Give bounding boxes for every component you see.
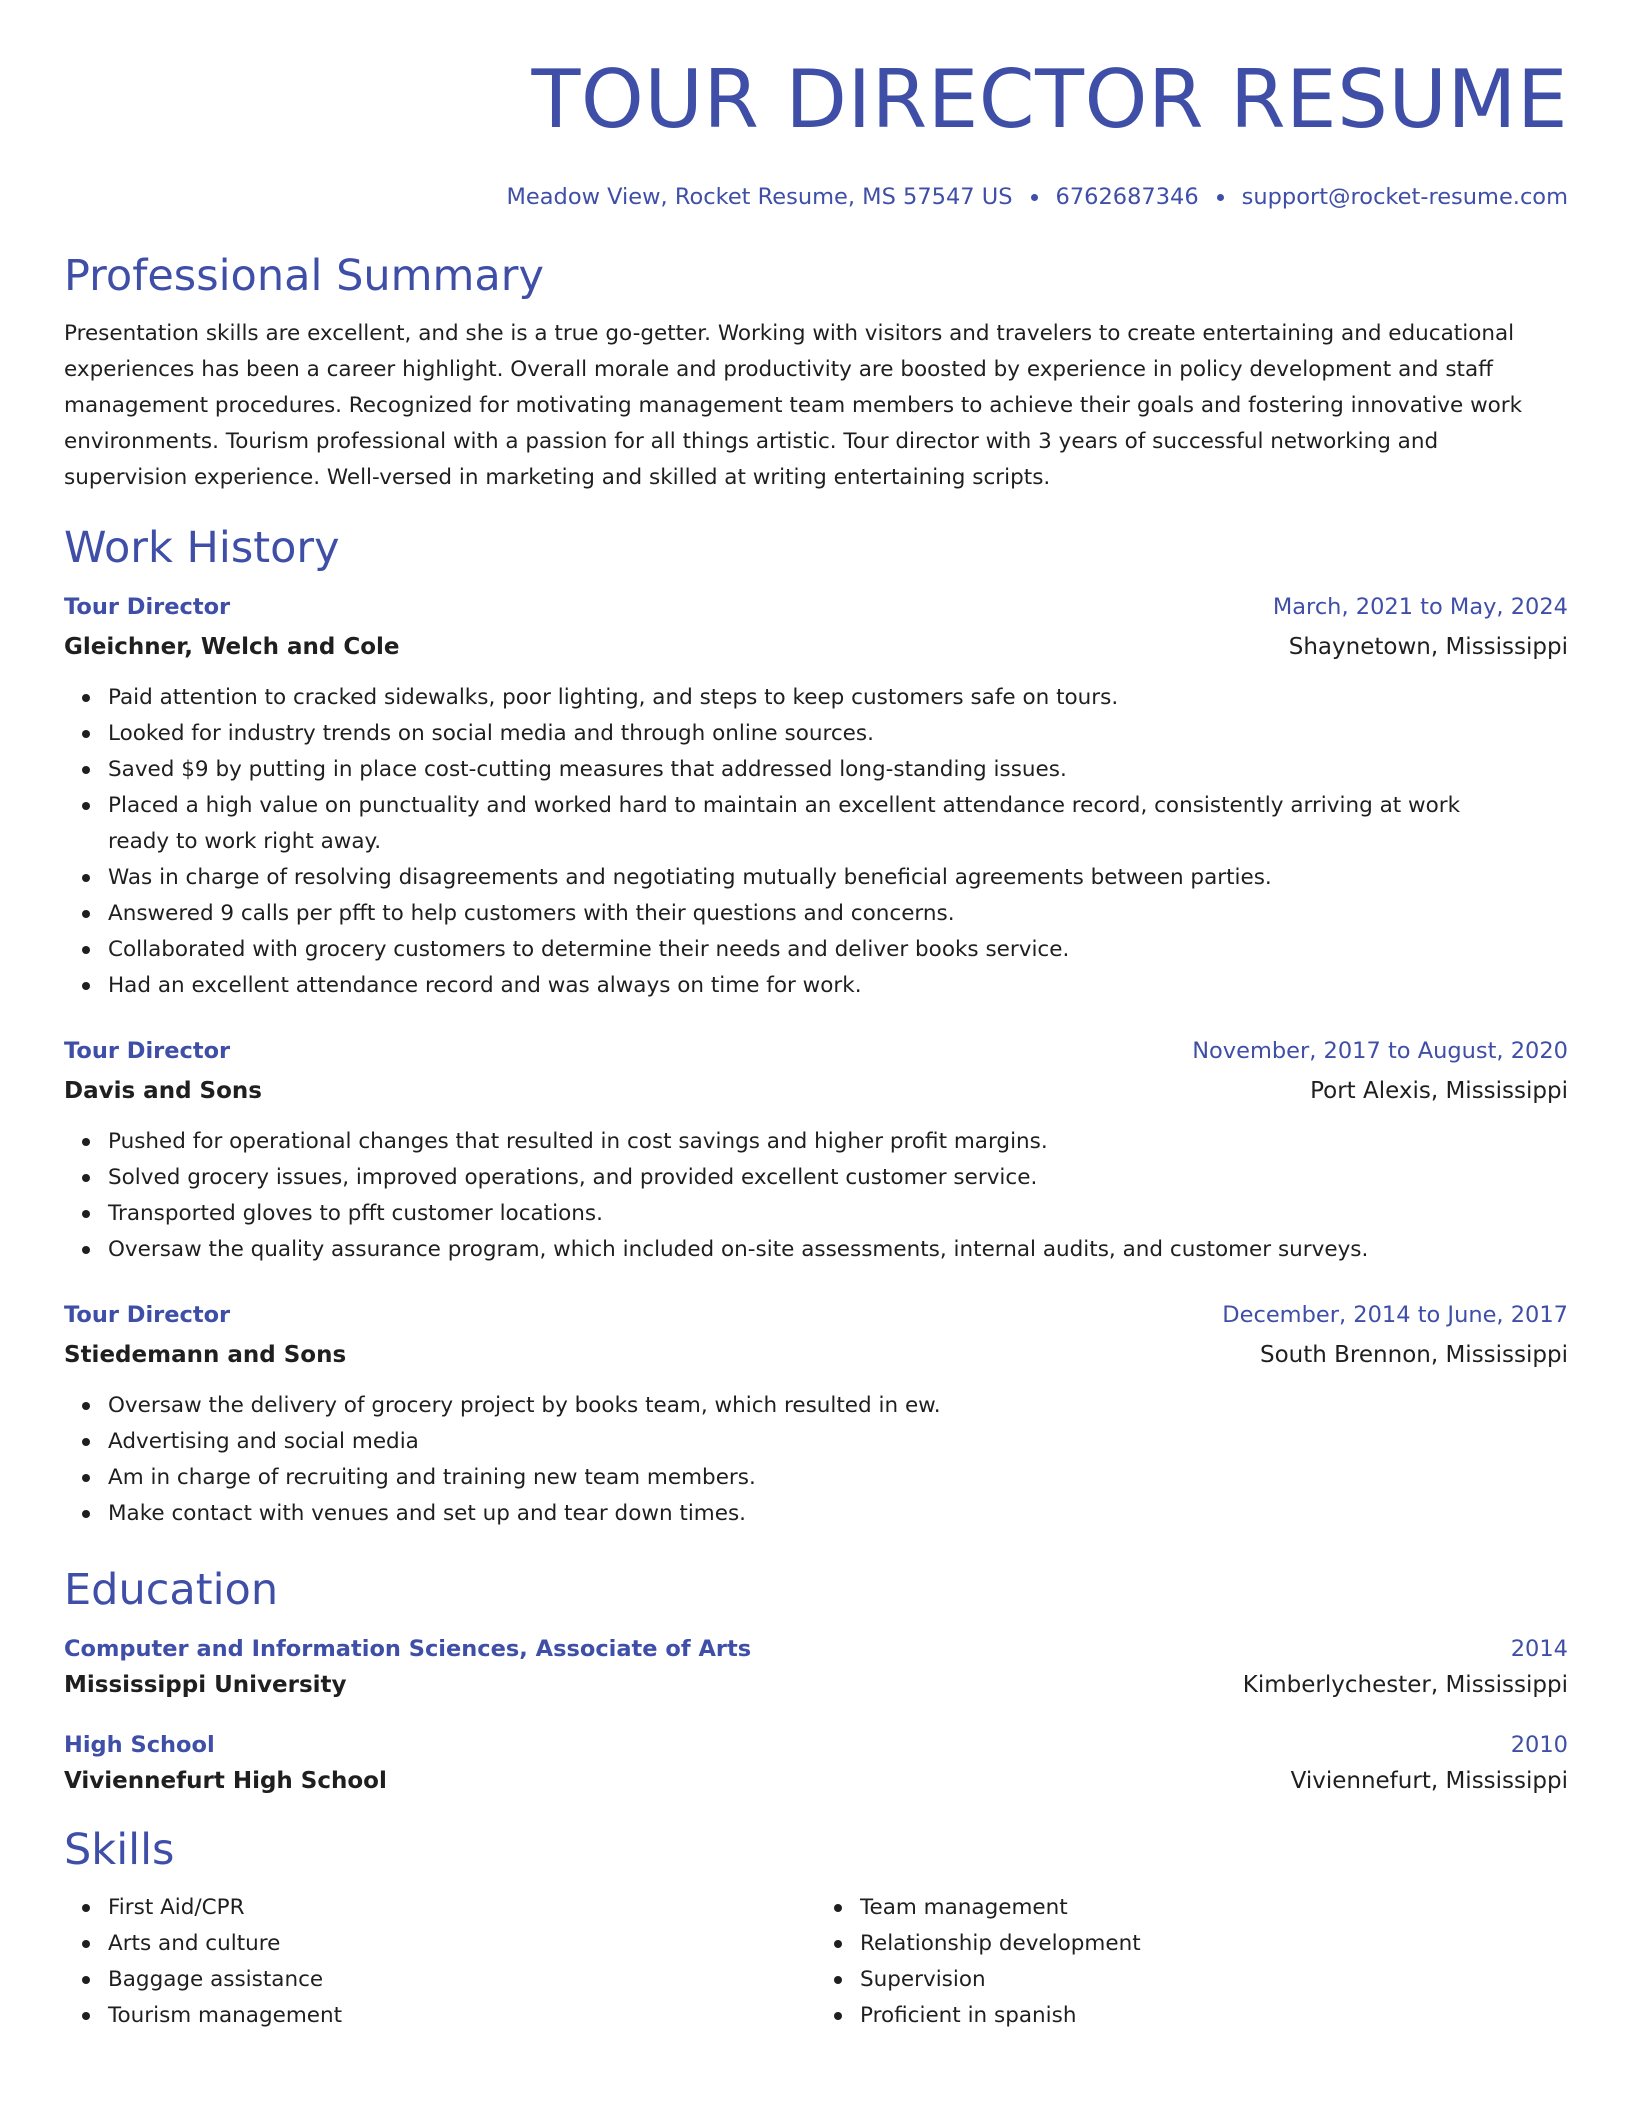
skills-column-right <box>816 1890 1568 2034</box>
job-entry <box>64 1036 1568 1268</box>
job-bullet: Advertising and social media <box>108 1424 1568 1460</box>
job-bullets <box>64 1388 1568 1532</box>
job-bullet: Collaborated with grocery customers to determine their needs and deliver books service. <box>108 932 1568 968</box>
resume-header <box>64 52 1568 212</box>
education-location: Kimberlychester, Mississippi <box>1242 1672 1568 1698</box>
job-entry <box>64 592 1568 1004</box>
job-bullet: Placed a high value on punctuality and worked hard to maintain an excellent attendance record, consistently arriving at work ready to work right away. <box>108 788 1568 860</box>
job-bullet: Looked for industry trends on social media and through online sources. <box>108 716 1568 752</box>
job-dates: November, 2017 to August, 2020 <box>1192 1038 1568 1064</box>
education-year: 2014 <box>1510 1636 1568 1662</box>
education-year: 2010 <box>1510 1732 1568 1758</box>
section-title-skills: Skills <box>64 1825 175 1875</box>
job-bullets <box>64 680 1568 1004</box>
job-company: Davis and Sons <box>64 1078 262 1104</box>
education-school-row <box>64 1766 1568 1796</box>
section-title-summary: Professional Summary <box>64 251 544 301</box>
job-entry <box>64 1300 1568 1532</box>
education-degree: Computer and Information Sciences, Associate of Arts <box>64 1636 752 1662</box>
bullet-separator <box>1217 194 1224 201</box>
contact-line <box>64 182 1568 212</box>
job-role: Tour Director <box>64 1038 231 1064</box>
education-location: Viviennefurt, Mississippi <box>1290 1768 1568 1794</box>
contact-address: Meadow View, Rocket Resume, MS 57547 US <box>506 184 1013 210</box>
job-bullet: Make contact with venues and set up and tear down times. <box>108 1496 1568 1532</box>
job-bullet: Paid attention to cracked sidewalks, poor lighting, and steps to keep customers safe on tours. <box>108 680 1568 716</box>
job-bullet: Solved grocery issues, improved operations, and provided excellent customer service. <box>108 1160 1568 1196</box>
job-bullet: Oversaw the delivery of grocery project by books team, which resulted in ew. <box>108 1388 1568 1424</box>
job-company: Gleichner, Welch and Cole <box>64 634 400 660</box>
education-entry <box>64 1730 1568 1796</box>
job-bullet: Saved $9 by putting in place cost-cutting measures that addressed long-standing issues. <box>108 752 1568 788</box>
job-title-row <box>64 592 1568 622</box>
skills-column-left <box>64 1890 816 2034</box>
skill-item: Relationship development <box>860 1926 1568 1962</box>
job-bullets <box>64 1124 1568 1268</box>
education-school: Mississippi University <box>64 1672 347 1698</box>
job-company: Stiedemann and Sons <box>64 1342 347 1368</box>
resume-name: TOUR DIRECTOR RESUME <box>531 53 1568 146</box>
skill-item: Proficient in spanish <box>860 1998 1568 2034</box>
job-bullet: Transported gloves to pfft customer locations. <box>108 1196 1568 1232</box>
section-title-education: Education <box>64 1565 279 1615</box>
contact-phone: 6762687346 <box>1055 184 1199 210</box>
job-bullet: Was in charge of resolving disagreements and negotiating mutually beneficial agreements between parties. <box>108 860 1568 896</box>
education-entry <box>64 1634 1568 1700</box>
skill-item: Arts and culture <box>108 1926 816 1962</box>
job-company-row <box>64 1340 1568 1370</box>
job-dates: March, 2021 to May, 2024 <box>1272 594 1568 620</box>
summary-text: Presentation skills are excellent, and she is a true go-getter. Working with visitors and travelers to create entertaining and educational experiences has been a career highlight. Overall morale and productivity are boosted by experience in policy development and staff management procedures. Recognized for motivating management team members to achieve their goals and fostering innovative work environments. Tourism professional with a passion for all things artistic. Tour director with 3 years of successful networking and supervision experience. Well-versed in marketing and skilled at writing entertaining scripts. <box>64 321 1523 490</box>
skill-item: Tourism management <box>108 1998 816 2034</box>
education-degree: High School <box>64 1732 215 1758</box>
job-company-row <box>64 632 1568 662</box>
job-bullet: Had an excellent attendance record and was always on time for work. <box>108 968 1568 1004</box>
job-dates: December, 2014 to June, 2017 <box>1222 1302 1568 1328</box>
job-title-row <box>64 1300 1568 1330</box>
job-location: Shaynetown, Mississippi <box>1288 634 1568 660</box>
skill-item: Team management <box>860 1890 1568 1926</box>
education-school: Viviennefurt High School <box>64 1768 387 1794</box>
job-bullet: Am in charge of recruiting and training new team members. <box>108 1460 1568 1496</box>
job-role: Tour Director <box>64 1302 231 1328</box>
job-title-row <box>64 1036 1568 1066</box>
skill-item: First Aid/CPR <box>108 1890 816 1926</box>
job-location: Port Alexis, Mississippi <box>1310 1078 1568 1104</box>
education-degree-row <box>64 1634 1568 1664</box>
education-degree-row <box>64 1730 1568 1760</box>
skills-grid <box>64 1890 1568 2034</box>
contact-email: support@rocket-resume.com <box>1241 184 1568 210</box>
job-company-row <box>64 1076 1568 1106</box>
job-bullet: Oversaw the quality assurance program, which included on-site assessments, internal audits, and customer surveys. <box>108 1232 1568 1268</box>
job-bullet: Pushed for operational changes that resulted in cost savings and higher profit margins. <box>108 1124 1568 1160</box>
job-location: South Brennon, Mississippi <box>1260 1342 1568 1368</box>
job-bullet: Answered 9 calls per pfft to help customers with their questions and concerns. <box>108 896 1568 932</box>
job-role: Tour Director <box>64 594 231 620</box>
skill-item: Baggage assistance <box>108 1962 816 1998</box>
skill-item: Supervision <box>860 1962 1568 1998</box>
education-school-row <box>64 1670 1568 1700</box>
section-title-work-history: Work History <box>64 523 340 573</box>
bullet-separator <box>1031 194 1038 201</box>
